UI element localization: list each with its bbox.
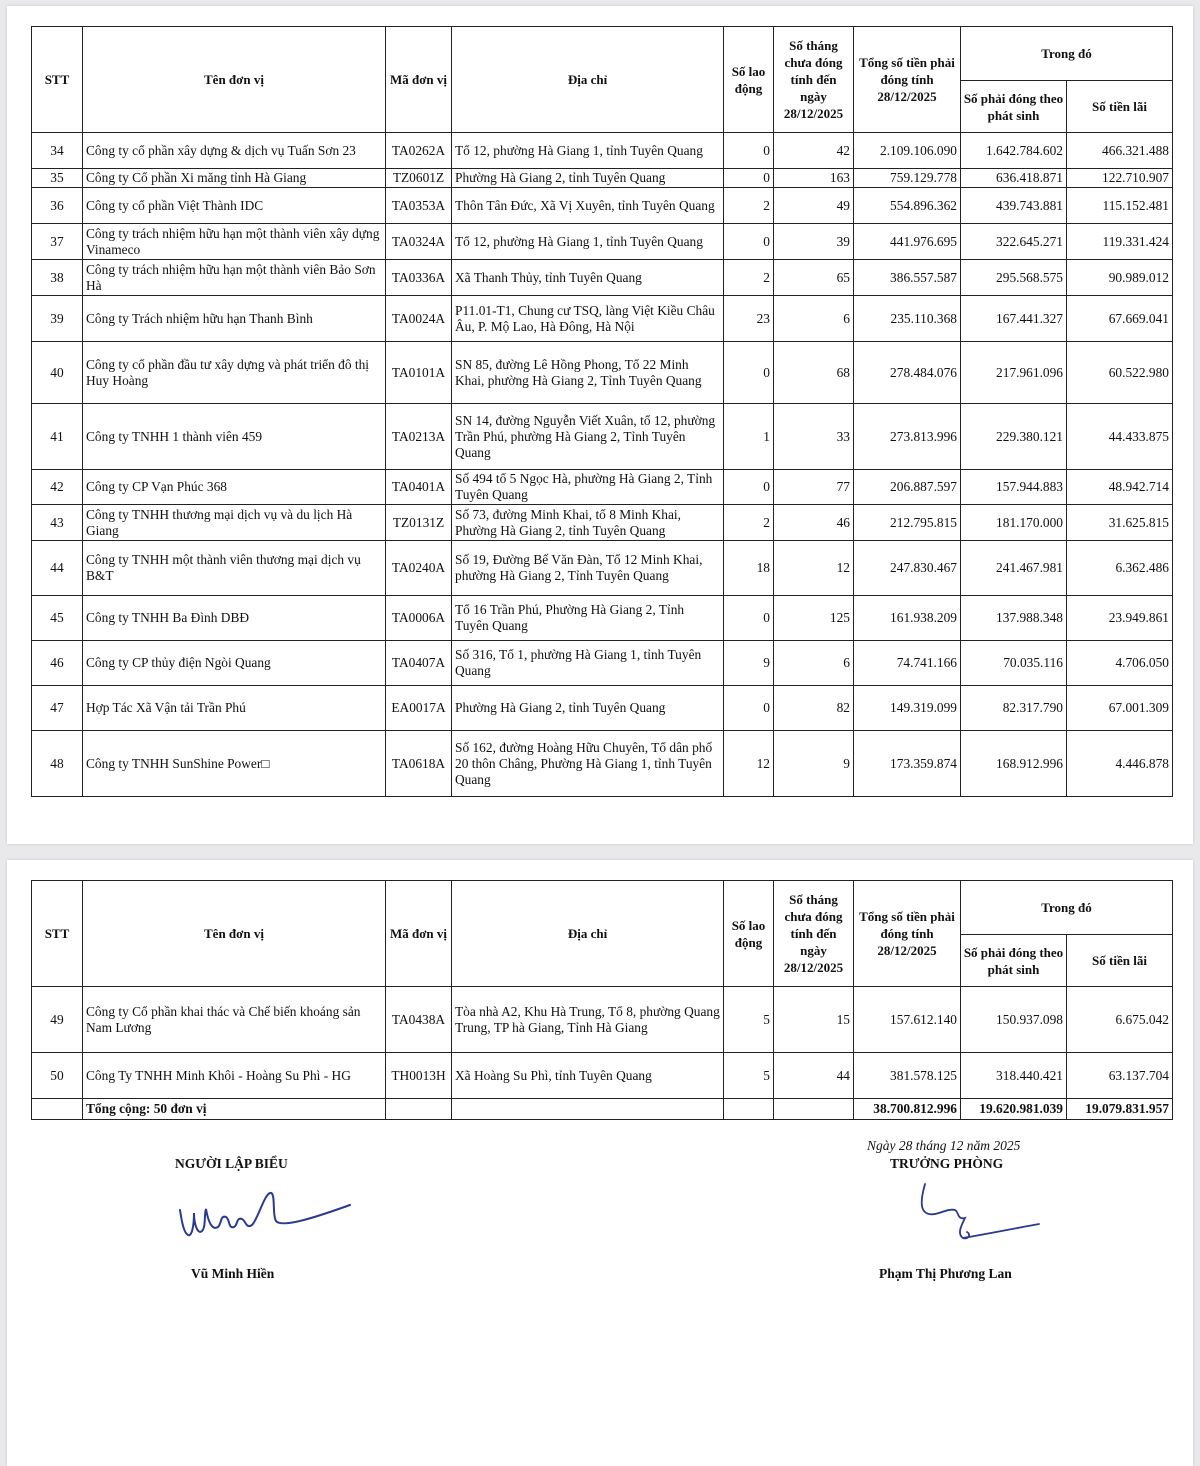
table-row xyxy=(32,260,1173,296)
cell-so-thang: 6 xyxy=(774,296,854,342)
cell-ten-don-vi: Công ty TNHH một thành viên thương mại dịch vụ B&T xyxy=(83,541,386,596)
cell-so-thang: 42 xyxy=(774,133,854,169)
table-row xyxy=(32,1053,1173,1099)
cell-stt: 45 xyxy=(32,596,83,641)
table-row xyxy=(32,342,1173,404)
cell-stt: 36 xyxy=(32,188,83,224)
cell-stt: 46 xyxy=(32,641,83,686)
cell-so-tien-lai: 4.706.050 xyxy=(1067,641,1173,686)
cell-ten-don-vi: Công Ty TNHH Minh Khôi - Hoàng Su Phì - HG xyxy=(83,1053,386,1099)
cell-dia-chi: Tòa nhà A2, Khu Hà Trung, Tổ 8, phường Quang Trung, TP hà Giang, Tỉnh Hà Giang xyxy=(452,987,724,1053)
cell-so-lao-dong: 5 xyxy=(724,1053,774,1099)
cell-so-tien-lai: 6.362.486 xyxy=(1067,541,1173,596)
header-so-phai-dong: Số phải đóng theo phát sinh xyxy=(961,935,1067,987)
cell-dia-chi: Thôn Tân Đức, Xã Vị Xuyên, tỉnh Tuyên Quang xyxy=(452,188,724,224)
header-so-thang: Số tháng chưa đóng tính đến ngày 28/12/2025 xyxy=(774,27,854,133)
cell-tong-so-tien: 235.110.368 xyxy=(854,296,961,342)
table-row xyxy=(32,686,1173,731)
cell-so-lao-dong: 1 xyxy=(724,404,774,470)
cell-so-phai-dong: 241.467.981 xyxy=(961,541,1067,596)
header-trong-do: Trong đó xyxy=(961,881,1173,935)
cell-ten-don-vi: Công ty CP Vạn Phúc 368 xyxy=(83,470,386,505)
cell-so-phai-dong: 318.440.421 xyxy=(961,1053,1067,1099)
cell-so-phai-dong: 1.642.784.602 xyxy=(961,133,1067,169)
cell-so-lao-dong: 0 xyxy=(724,224,774,260)
cell-so-tien-lai: 122.710.907 xyxy=(1067,169,1173,188)
cell-ma-don-vi: TA0353A xyxy=(386,188,452,224)
cell-so-lao-dong: 0 xyxy=(724,133,774,169)
cell-dia-chi: Số 19, Đường Bế Văn Đàn, Tổ 12 Minh Khai, phường Hà Giang 2, Tỉnh Tuyên Quang xyxy=(452,541,724,596)
table-row xyxy=(32,541,1173,596)
cell-stt: 43 xyxy=(32,505,83,541)
cell-so-tien-lai: 466.321.488 xyxy=(1067,133,1173,169)
header-ma-don-vi: Mã đơn vị xyxy=(386,27,452,133)
cell-stt: 41 xyxy=(32,404,83,470)
table-row xyxy=(32,169,1173,188)
total-tong: 38.700.812.996 xyxy=(854,1099,961,1120)
cell-stt: 49 xyxy=(32,987,83,1053)
header-so-tien-lai: Số tiền lãi xyxy=(1067,81,1173,133)
cell-ma-don-vi: EA0017A xyxy=(386,686,452,731)
cell-stt: 40 xyxy=(32,342,83,404)
cell-so-lao-dong: 9 xyxy=(724,641,774,686)
cell-ten-don-vi: Công ty cổ phần Việt Thành IDC xyxy=(83,188,386,224)
table-row xyxy=(32,188,1173,224)
cell-stt: 38 xyxy=(32,260,83,296)
cell-so-lao-dong: 2 xyxy=(724,260,774,296)
cell-dia-chi: Phường Hà Giang 2, tỉnh Tuyên Quang xyxy=(452,686,724,731)
cell-ma-don-vi: TA0213A xyxy=(386,404,452,470)
cell-stt: 50 xyxy=(32,1053,83,1099)
cell-ten-don-vi: Công ty Cổ phần Xi măng tỉnh Hà Giang xyxy=(83,169,386,188)
preparer-title: NGƯỜI LẬP BIỂU xyxy=(175,1156,288,1171)
header-ten-don-vi: Tên đơn vị xyxy=(83,881,386,987)
cell-stt: 44 xyxy=(32,541,83,596)
cell-so-tien-lai: 90.989.012 xyxy=(1067,260,1173,296)
cell-so-thang: 9 xyxy=(774,731,854,797)
cell-dia-chi: Số 73, đường Minh Khai, tổ 8 Minh Khai, Phường Hà Giang 2, tỉnh Tuyên Quang xyxy=(452,505,724,541)
cell-so-phai-dong: 137.988.348 xyxy=(961,596,1067,641)
cell-so-thang: 82 xyxy=(774,686,854,731)
cell-so-phai-dong: 636.418.871 xyxy=(961,169,1067,188)
cell-so-phai-dong: 217.961.096 xyxy=(961,342,1067,404)
cell-so-lao-dong: 0 xyxy=(724,596,774,641)
document-page-2 xyxy=(7,860,1193,1466)
table-row xyxy=(32,404,1173,470)
cell-ma-don-vi: TA0101A xyxy=(386,342,452,404)
cell-ten-don-vi: Công ty TNHH Ba Đình DBĐ xyxy=(83,596,386,641)
cell-so-tien-lai: 6.675.042 xyxy=(1067,987,1173,1053)
cell-tong-so-tien: 161.938.209 xyxy=(854,596,961,641)
header-so-lao-dong: Số lao động xyxy=(724,881,774,987)
table-row xyxy=(32,596,1173,641)
header-so-thang: Số tháng chưa đóng tính đến ngày 28/12/2025 xyxy=(774,881,854,987)
cell-so-lao-dong: 2 xyxy=(724,188,774,224)
cell-stt: 42 xyxy=(32,470,83,505)
cell-tong-so-tien: 74.741.166 xyxy=(854,641,961,686)
table-row xyxy=(32,987,1173,1053)
cell-tong-so-tien: 157.612.140 xyxy=(854,987,961,1053)
cell-so-phai-dong: 167.441.327 xyxy=(961,296,1067,342)
cell-so-thang: 49 xyxy=(774,188,854,224)
cell-ma-don-vi: TA0438A xyxy=(386,987,452,1053)
cell-ten-don-vi: Hợp Tác Xã Vận tải Trần Phú xyxy=(83,686,386,731)
table-row xyxy=(32,505,1173,541)
cell-so-thang: 15 xyxy=(774,987,854,1053)
cell-stt: 35 xyxy=(32,169,83,188)
header-ma-don-vi: Mã đơn vị xyxy=(386,881,452,987)
cell-tong-so-tien: 273.813.996 xyxy=(854,404,961,470)
table-row xyxy=(32,224,1173,260)
cell-so-thang: 39 xyxy=(774,224,854,260)
header-stt: STT xyxy=(32,881,83,987)
manager-title: TRƯỞNG PHÒNG xyxy=(890,1156,1004,1171)
cell-so-phai-dong: 322.645.271 xyxy=(961,224,1067,260)
preparer-signature xyxy=(172,1185,362,1245)
cell-dia-chi: Số 316, Tổ 1, phường Hà Giang 1, tỉnh Tuyên Quang xyxy=(452,641,724,686)
total-phat-sinh: 19.620.981.039 xyxy=(961,1099,1067,1120)
cell-so-phai-dong: 181.170.000 xyxy=(961,505,1067,541)
cell-so-phai-dong: 150.937.098 xyxy=(961,987,1067,1053)
cell-stt: 48 xyxy=(32,731,83,797)
cell-ma-don-vi: TA0024A xyxy=(386,296,452,342)
cell-dia-chi: Tổ 12, phường Hà Giang 1, tỉnh Tuyên Quang xyxy=(452,224,724,260)
cell-so-phai-dong: 229.380.121 xyxy=(961,404,1067,470)
cell-so-phai-dong: 157.944.883 xyxy=(961,470,1067,505)
cell-ma-don-vi: TA0006A xyxy=(386,596,452,641)
header-trong-do: Trong đó xyxy=(961,27,1173,81)
table-header xyxy=(32,27,1173,133)
manager-signature xyxy=(907,1178,1047,1250)
cell-so-thang: 33 xyxy=(774,404,854,470)
document-page-1 xyxy=(7,6,1193,844)
cell-so-tien-lai: 67.001.309 xyxy=(1067,686,1173,731)
cell-ma-don-vi: TA0401A xyxy=(386,470,452,505)
cell-so-lao-dong: 0 xyxy=(724,686,774,731)
cell-ma-don-vi: TA0324A xyxy=(386,224,452,260)
cell-stt: 37 xyxy=(32,224,83,260)
cell-so-tien-lai: 119.331.424 xyxy=(1067,224,1173,260)
cell-so-thang: 44 xyxy=(774,1053,854,1099)
debt-table-page-1 xyxy=(31,26,1173,797)
cell-tong-so-tien: 149.319.099 xyxy=(854,686,961,731)
cell-so-tien-lai: 60.522.980 xyxy=(1067,342,1173,404)
cell-so-tien-lai: 44.433.875 xyxy=(1067,404,1173,470)
cell-ten-don-vi: Công ty trách nhiệm hữu hạn một thành viên xây dựng Vinameco xyxy=(83,224,386,260)
cell-stt: 47 xyxy=(32,686,83,731)
cell-ma-don-vi: TA0336A xyxy=(386,260,452,296)
debt-table-page-2 xyxy=(31,880,1173,1120)
cell-so-thang: 12 xyxy=(774,541,854,596)
cell-so-lao-dong: 23 xyxy=(724,296,774,342)
cell-dia-chi: SN 85, đường Lê Hồng Phong, Tổ 22 Minh Khai, phường Hà Giang 2, Tỉnh Tuyên Quang xyxy=(452,342,724,404)
cell-so-lao-dong: 0 xyxy=(724,169,774,188)
cell-tong-so-tien: 759.129.778 xyxy=(854,169,961,188)
header-so-phai-dong: Số phải đóng theo phát sinh xyxy=(961,81,1067,133)
cell-tong-so-tien: 386.557.587 xyxy=(854,260,961,296)
total-lai: 19.079.831.957 xyxy=(1067,1099,1173,1120)
header-tong-so-tien: Tổng số tiền phải đóng tính 28/12/2025 xyxy=(854,881,961,987)
cell-dia-chi: Xã Hoàng Su Phì, tỉnh Tuyên Quang xyxy=(452,1053,724,1099)
cell-ma-don-vi: TH0013H xyxy=(386,1053,452,1099)
cell-so-lao-dong: 5 xyxy=(724,987,774,1053)
cell-tong-so-tien: 381.578.125 xyxy=(854,1053,961,1099)
table-row xyxy=(32,296,1173,342)
cell-ten-don-vi: Công ty TNHH SunShine Power□ xyxy=(83,731,386,797)
header-ten-don-vi: Tên đơn vị xyxy=(83,27,386,133)
header-tong-so-tien: Tổng số tiền phải đóng tính 28/12/2025 xyxy=(854,27,961,133)
cell-so-tien-lai: 23.949.861 xyxy=(1067,596,1173,641)
cell-so-lao-dong: 0 xyxy=(724,342,774,404)
cell-so-tien-lai: 48.942.714 xyxy=(1067,470,1173,505)
table-row xyxy=(32,731,1173,797)
cell-so-lao-dong: 18 xyxy=(724,541,774,596)
cell-tong-so-tien: 247.830.467 xyxy=(854,541,961,596)
cell-dia-chi: Số 162, đường Hoàng Hữu Chuyên, Tổ dân phố 20 thôn Châng, Phường Hà Giang 1, tỉnh Tuyên Quang xyxy=(452,731,724,797)
cell-ten-don-vi: Công ty TNHH thương mại dịch vụ và du lịch Hà Giang xyxy=(83,505,386,541)
cell-tong-so-tien: 278.484.076 xyxy=(854,342,961,404)
cell-ma-don-vi: TA0262A xyxy=(386,133,452,169)
cell-so-tien-lai: 67.669.041 xyxy=(1067,296,1173,342)
table-row xyxy=(32,133,1173,169)
table-row xyxy=(32,641,1173,686)
cell-ten-don-vi: Công ty TNHH 1 thành viên 459 xyxy=(83,404,386,470)
cell-so-thang: 77 xyxy=(774,470,854,505)
header-stt: STT xyxy=(32,27,83,133)
preparer-name: Vũ Minh Hiền xyxy=(191,1266,275,1281)
cell-so-tien-lai: 31.625.815 xyxy=(1067,505,1173,541)
table-body-page-2 xyxy=(32,987,1173,1099)
table-row xyxy=(32,470,1173,505)
cell-so-phai-dong: 82.317.790 xyxy=(961,686,1067,731)
total-row xyxy=(32,1099,1173,1120)
cell-so-tien-lai: 63.137.704 xyxy=(1067,1053,1173,1099)
cell-so-thang: 65 xyxy=(774,260,854,296)
cell-ma-don-vi: TZ0601Z xyxy=(386,169,452,188)
cell-so-lao-dong: 0 xyxy=(724,470,774,505)
cell-tong-so-tien: 173.359.874 xyxy=(854,731,961,797)
cell-so-thang: 46 xyxy=(774,505,854,541)
cell-dia-chi: Phường Hà Giang 2, tỉnh Tuyên Quang xyxy=(452,169,724,188)
cell-ma-don-vi: TA0618A xyxy=(386,731,452,797)
report-date: Ngày 28 tháng 12 năm 2025 xyxy=(867,1138,1021,1153)
cell-dia-chi: P11.01-T1, Chung cư TSQ, làng Việt Kiều Châu Âu, P. Mộ Lao, Hà Đông, Hà Nội xyxy=(452,296,724,342)
cell-ten-don-vi: Công ty cổ phần đầu tư xây dựng và phát triển đô thị Huy Hoàng xyxy=(83,342,386,404)
cell-dia-chi: Xã Thanh Thủy, tỉnh Tuyên Quang xyxy=(452,260,724,296)
cell-so-phai-dong: 295.568.575 xyxy=(961,260,1067,296)
header-dia-chi: Địa chỉ xyxy=(452,881,724,987)
cell-ma-don-vi: TZ0131Z xyxy=(386,505,452,541)
cell-tong-so-tien: 2.109.106.090 xyxy=(854,133,961,169)
cell-tong-so-tien: 206.887.597 xyxy=(854,470,961,505)
table-header-2 xyxy=(32,881,1173,987)
cell-so-phai-dong: 168.912.996 xyxy=(961,731,1067,797)
cell-so-thang: 125 xyxy=(774,596,854,641)
cell-ten-don-vi: Công ty cổ phần xây dựng & dịch vụ Tuấn Sơn 23 xyxy=(83,133,386,169)
table-body-page-1 xyxy=(32,133,1173,797)
cell-dia-chi: Số 494 tổ 5 Ngọc Hà, phường Hà Giang 2, Tỉnh Tuyên Quang xyxy=(452,470,724,505)
cell-so-lao-dong: 2 xyxy=(724,505,774,541)
cell-stt: 39 xyxy=(32,296,83,342)
cell-so-tien-lai: 115.152.481 xyxy=(1067,188,1173,224)
cell-tong-so-tien: 554.896.362 xyxy=(854,188,961,224)
cell-so-thang: 6 xyxy=(774,641,854,686)
cell-so-lao-dong: 12 xyxy=(724,731,774,797)
cell-tong-so-tien: 212.795.815 xyxy=(854,505,961,541)
header-so-lao-dong: Số lao động xyxy=(724,27,774,133)
cell-ma-don-vi: TA0240A xyxy=(386,541,452,596)
cell-so-tien-lai: 4.446.878 xyxy=(1067,731,1173,797)
cell-ten-don-vi: Công ty CP thủy điện Ngòi Quang xyxy=(83,641,386,686)
cell-ten-don-vi: Công ty trách nhiệm hữu hạn một thành viên Bảo Sơn Hà xyxy=(83,260,386,296)
header-so-tien-lai: Số tiền lãi xyxy=(1067,935,1173,987)
cell-ma-don-vi: TA0407A xyxy=(386,641,452,686)
cell-so-phai-dong: 70.035.116 xyxy=(961,641,1067,686)
manager-name: Phạm Thị Phương Lan xyxy=(879,1266,1012,1281)
cell-ten-don-vi: Công ty Cổ phần khai thác và Chế biến khoáng sản Nam Lương xyxy=(83,987,386,1053)
cell-stt: 34 xyxy=(32,133,83,169)
header-dia-chi: Địa chỉ xyxy=(452,27,724,133)
cell-dia-chi: Tổ 12, phường Hà Giang 1, tỉnh Tuyên Quang xyxy=(452,133,724,169)
total-stt-cell xyxy=(32,1099,83,1120)
cell-dia-chi: Tổ 16 Trần Phú, Phường Hà Giang 2, Tỉnh Tuyên Quang xyxy=(452,596,724,641)
cell-so-phai-dong: 439.743.881 xyxy=(961,188,1067,224)
cell-so-thang: 68 xyxy=(774,342,854,404)
cell-tong-so-tien: 441.976.695 xyxy=(854,224,961,260)
cell-so-thang: 163 xyxy=(774,169,854,188)
total-label: Tổng cộng: 50 đơn vị xyxy=(83,1099,386,1120)
cell-dia-chi: SN 14, đường Nguyễn Viết Xuân, tổ 12, phường Trần Phú, phường Hà Giang 2, Tỉnh Tuyên Quang xyxy=(452,404,724,470)
cell-ten-don-vi: Công ty Trách nhiệm hữu hạn Thanh Bình xyxy=(83,296,386,342)
